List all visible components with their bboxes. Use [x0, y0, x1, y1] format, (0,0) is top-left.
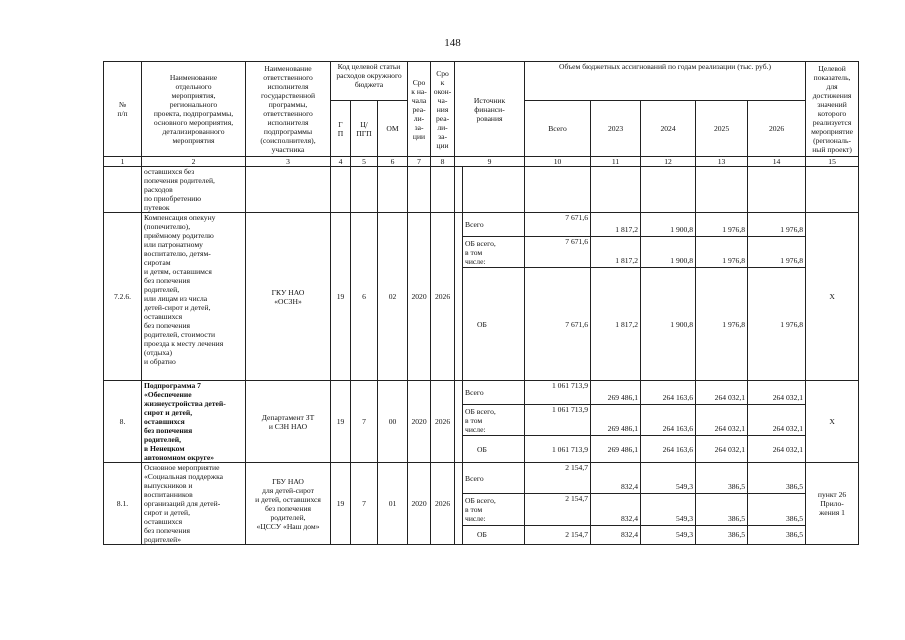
source-cell: Всего [463, 213, 525, 237]
row-pgp: 6 [351, 213, 378, 381]
header-target: Целевой показатель, для достижения значений которого реализуется мероприятие (региональ- ный проект) [806, 62, 859, 157]
amount-2023: 269 486,1 [591, 405, 641, 436]
row-om: 00 [378, 381, 408, 463]
row-name: Компенсация опекуну (попечителю), приёмному родителю или патронатному воспитателю, детям- сиротам и детям, оставшимся без попечения родителей, или лицам из числа детей-сирот и детей, оставшихся без попечения родителей, стоимости проезда к месту лечения (отдыха) и обратно [142, 213, 246, 381]
col-number: 4 [331, 157, 351, 167]
header-start: Сро к на- чала реа- ли- за- ции [408, 62, 431, 157]
amount-2025: 1 976,8 [696, 213, 748, 237]
row-executor: ГБУ НАО для детей-сирот и детей, оставшихся без попечения родителей, «ЦССУ «Наш дом» [246, 463, 331, 545]
row-om: 01 [378, 463, 408, 545]
amount-2026: 264 032,1 [748, 405, 806, 436]
amount-2026: 264 032,1 [748, 381, 806, 405]
header-executor: Наименование ответственного исполнителя государственной программы, ответственного исполнителя подпрограммы (соисполнителя), участника [246, 62, 331, 157]
row-end: 2026 [431, 381, 455, 463]
row-gp: 19 [331, 381, 351, 463]
total-cell: 7 671,6 [525, 237, 591, 268]
amount-2024: 264 163,6 [641, 381, 696, 405]
amount-2023: 832,4 [591, 494, 641, 525]
col-number: 11 [591, 157, 641, 167]
header-pgp: Ц/ ПГП [351, 101, 378, 157]
amount-2023: 1 817,2 [591, 268, 641, 381]
col-number: 5 [351, 157, 378, 167]
row-pgp: 7 [351, 463, 378, 545]
row-om: 02 [378, 213, 408, 381]
amount-2024: 1 900,8 [641, 237, 696, 268]
amount-2025: 1 976,8 [696, 268, 748, 381]
amount-2026: 386,5 [748, 463, 806, 494]
amount-2026: 264 032,1 [748, 436, 806, 463]
source-cell: ОБ всего, в том числе: [463, 494, 525, 525]
row-end: 2026 [431, 213, 455, 381]
amount-2026: 1 976,8 [748, 268, 806, 381]
amount-2024: 264 163,6 [641, 405, 696, 436]
amount-2025: 264 032,1 [696, 405, 748, 436]
amount-2023: 1 817,2 [591, 237, 641, 268]
row-gp: 19 [331, 213, 351, 381]
header-2025: 2025 [696, 101, 748, 157]
row-name: Основное мероприятие «Социальная поддержка выпускников и воспитанников организаций для детей- сирот и детей, оставшихся без попечения родителей» [142, 463, 246, 545]
source-cell: ОБ [463, 268, 525, 381]
source-cell: Всего [463, 463, 525, 494]
amount-2024: 1 900,8 [641, 268, 696, 381]
amount-2025: 386,5 [696, 494, 748, 525]
header-om: ОМ [378, 101, 408, 157]
table-row [104, 381, 859, 405]
header-source: Источник финанси- рования [455, 62, 525, 157]
row-executor: ГКУ НАО «ОСЗН» [246, 213, 331, 381]
amount-2026: 386,5 [748, 525, 806, 544]
header-2023: 2023 [591, 101, 641, 157]
amount-2024: 549,3 [641, 525, 696, 544]
header-num: № п/п [104, 62, 142, 157]
total-cell: 7 671,6 [525, 268, 591, 381]
page-number: 148 [444, 37, 461, 49]
row-num: 8.1. [104, 463, 142, 545]
total-cell: 1 061 713,9 [525, 381, 591, 405]
row-start: 2020 [408, 463, 431, 545]
total-cell: 1 061 713,9 [525, 405, 591, 436]
amount-2023: 269 486,1 [591, 436, 641, 463]
col-number: 2 [142, 157, 246, 167]
amount-2025: 264 032,1 [696, 436, 748, 463]
amount-2024: 264 163,6 [641, 436, 696, 463]
col-number: 6 [378, 157, 408, 167]
budget-table [103, 61, 859, 545]
row-executor: Департамент ЗТ и СЗН НАО [246, 381, 331, 463]
amount-2024: 549,3 [641, 463, 696, 494]
total-cell: 2 154,7 [525, 525, 591, 544]
col-number: 3 [246, 157, 331, 167]
amount-2026: 1 976,8 [748, 213, 806, 237]
col-number: 10 [525, 157, 591, 167]
amount-2025: 1 976,8 [696, 237, 748, 268]
row-pgp: 7 [351, 381, 378, 463]
table-row [104, 213, 859, 237]
row-gp: 19 [331, 463, 351, 545]
amount-2026: 386,5 [748, 494, 806, 525]
col-number: 8 [431, 157, 455, 167]
amount-2025: 386,5 [696, 463, 748, 494]
row-target: пункт 26 Прило- жения 1 [806, 463, 859, 545]
col-number: 15 [806, 157, 859, 167]
header-2026: 2026 [748, 101, 806, 157]
row-target: Х [806, 213, 859, 381]
amount-2026: 1 976,8 [748, 237, 806, 268]
total-cell: 7 671,6 [525, 213, 591, 237]
row-num: 7.2.6. [104, 213, 142, 381]
header-volume-group: Объем бюджетных ассигнований по годам реализации (тыс. руб.) [525, 62, 806, 101]
header-end: Сро к окон- ча- ния реа- ли- за- ции [431, 62, 455, 157]
row-start: 2020 [408, 381, 431, 463]
col-number: 7 [408, 157, 431, 167]
header-code-group: Код целевой статьи расходов окружного бюджета [331, 62, 408, 101]
total-cell: 1 061 713,9 [525, 436, 591, 463]
col-number: 13 [696, 157, 748, 167]
amount-2023: 269 486,1 [591, 381, 641, 405]
amount-2025: 264 032,1 [696, 381, 748, 405]
row-name: Подпрограмма 7 «Обеспечение жизнеустройства детей- сирот и детей, оставшихся без попечения родителей, в Ненецком автономном округе» [142, 381, 246, 463]
amount-2023: 1 817,2 [591, 213, 641, 237]
row-end: 2026 [431, 463, 455, 545]
amount-2023: 832,4 [591, 463, 641, 494]
amount-2023: 832,4 [591, 525, 641, 544]
header-name: Наименование отдельного мероприятия, регионального проекта, подпрограммы, основного мероприятия, детализированного мероприятия [142, 62, 246, 157]
amount-2024: 1 900,8 [641, 213, 696, 237]
col-number: 12 [641, 157, 696, 167]
col-number: 14 [748, 157, 806, 167]
row-target: Х [806, 381, 859, 463]
source-cell: Всего [463, 381, 525, 405]
source-cell: ОБ всего, в том числе: [463, 237, 525, 268]
total-cell: 2 154,7 [525, 463, 591, 494]
table-row [104, 463, 859, 494]
col-number: 9 [455, 157, 525, 167]
header-gp: Г П [331, 101, 351, 157]
cont-num [104, 167, 142, 213]
amount-2025: 386,5 [696, 525, 748, 544]
source-cell: ОБ всего, в том числе: [463, 405, 525, 436]
col-number: 1 [104, 157, 142, 167]
row-start: 2020 [408, 213, 431, 381]
header-total: Всего [525, 101, 591, 157]
continuation-text: оставшихся без попечения родителей, расходов по приобретению путевок [142, 167, 246, 213]
row-num: 8. [104, 381, 142, 463]
source-cell: ОБ [463, 525, 525, 544]
header-2024: 2024 [641, 101, 696, 157]
amount-2024: 549,3 [641, 494, 696, 525]
source-cell: ОБ [463, 436, 525, 463]
total-cell: 2 154,7 [525, 494, 591, 525]
